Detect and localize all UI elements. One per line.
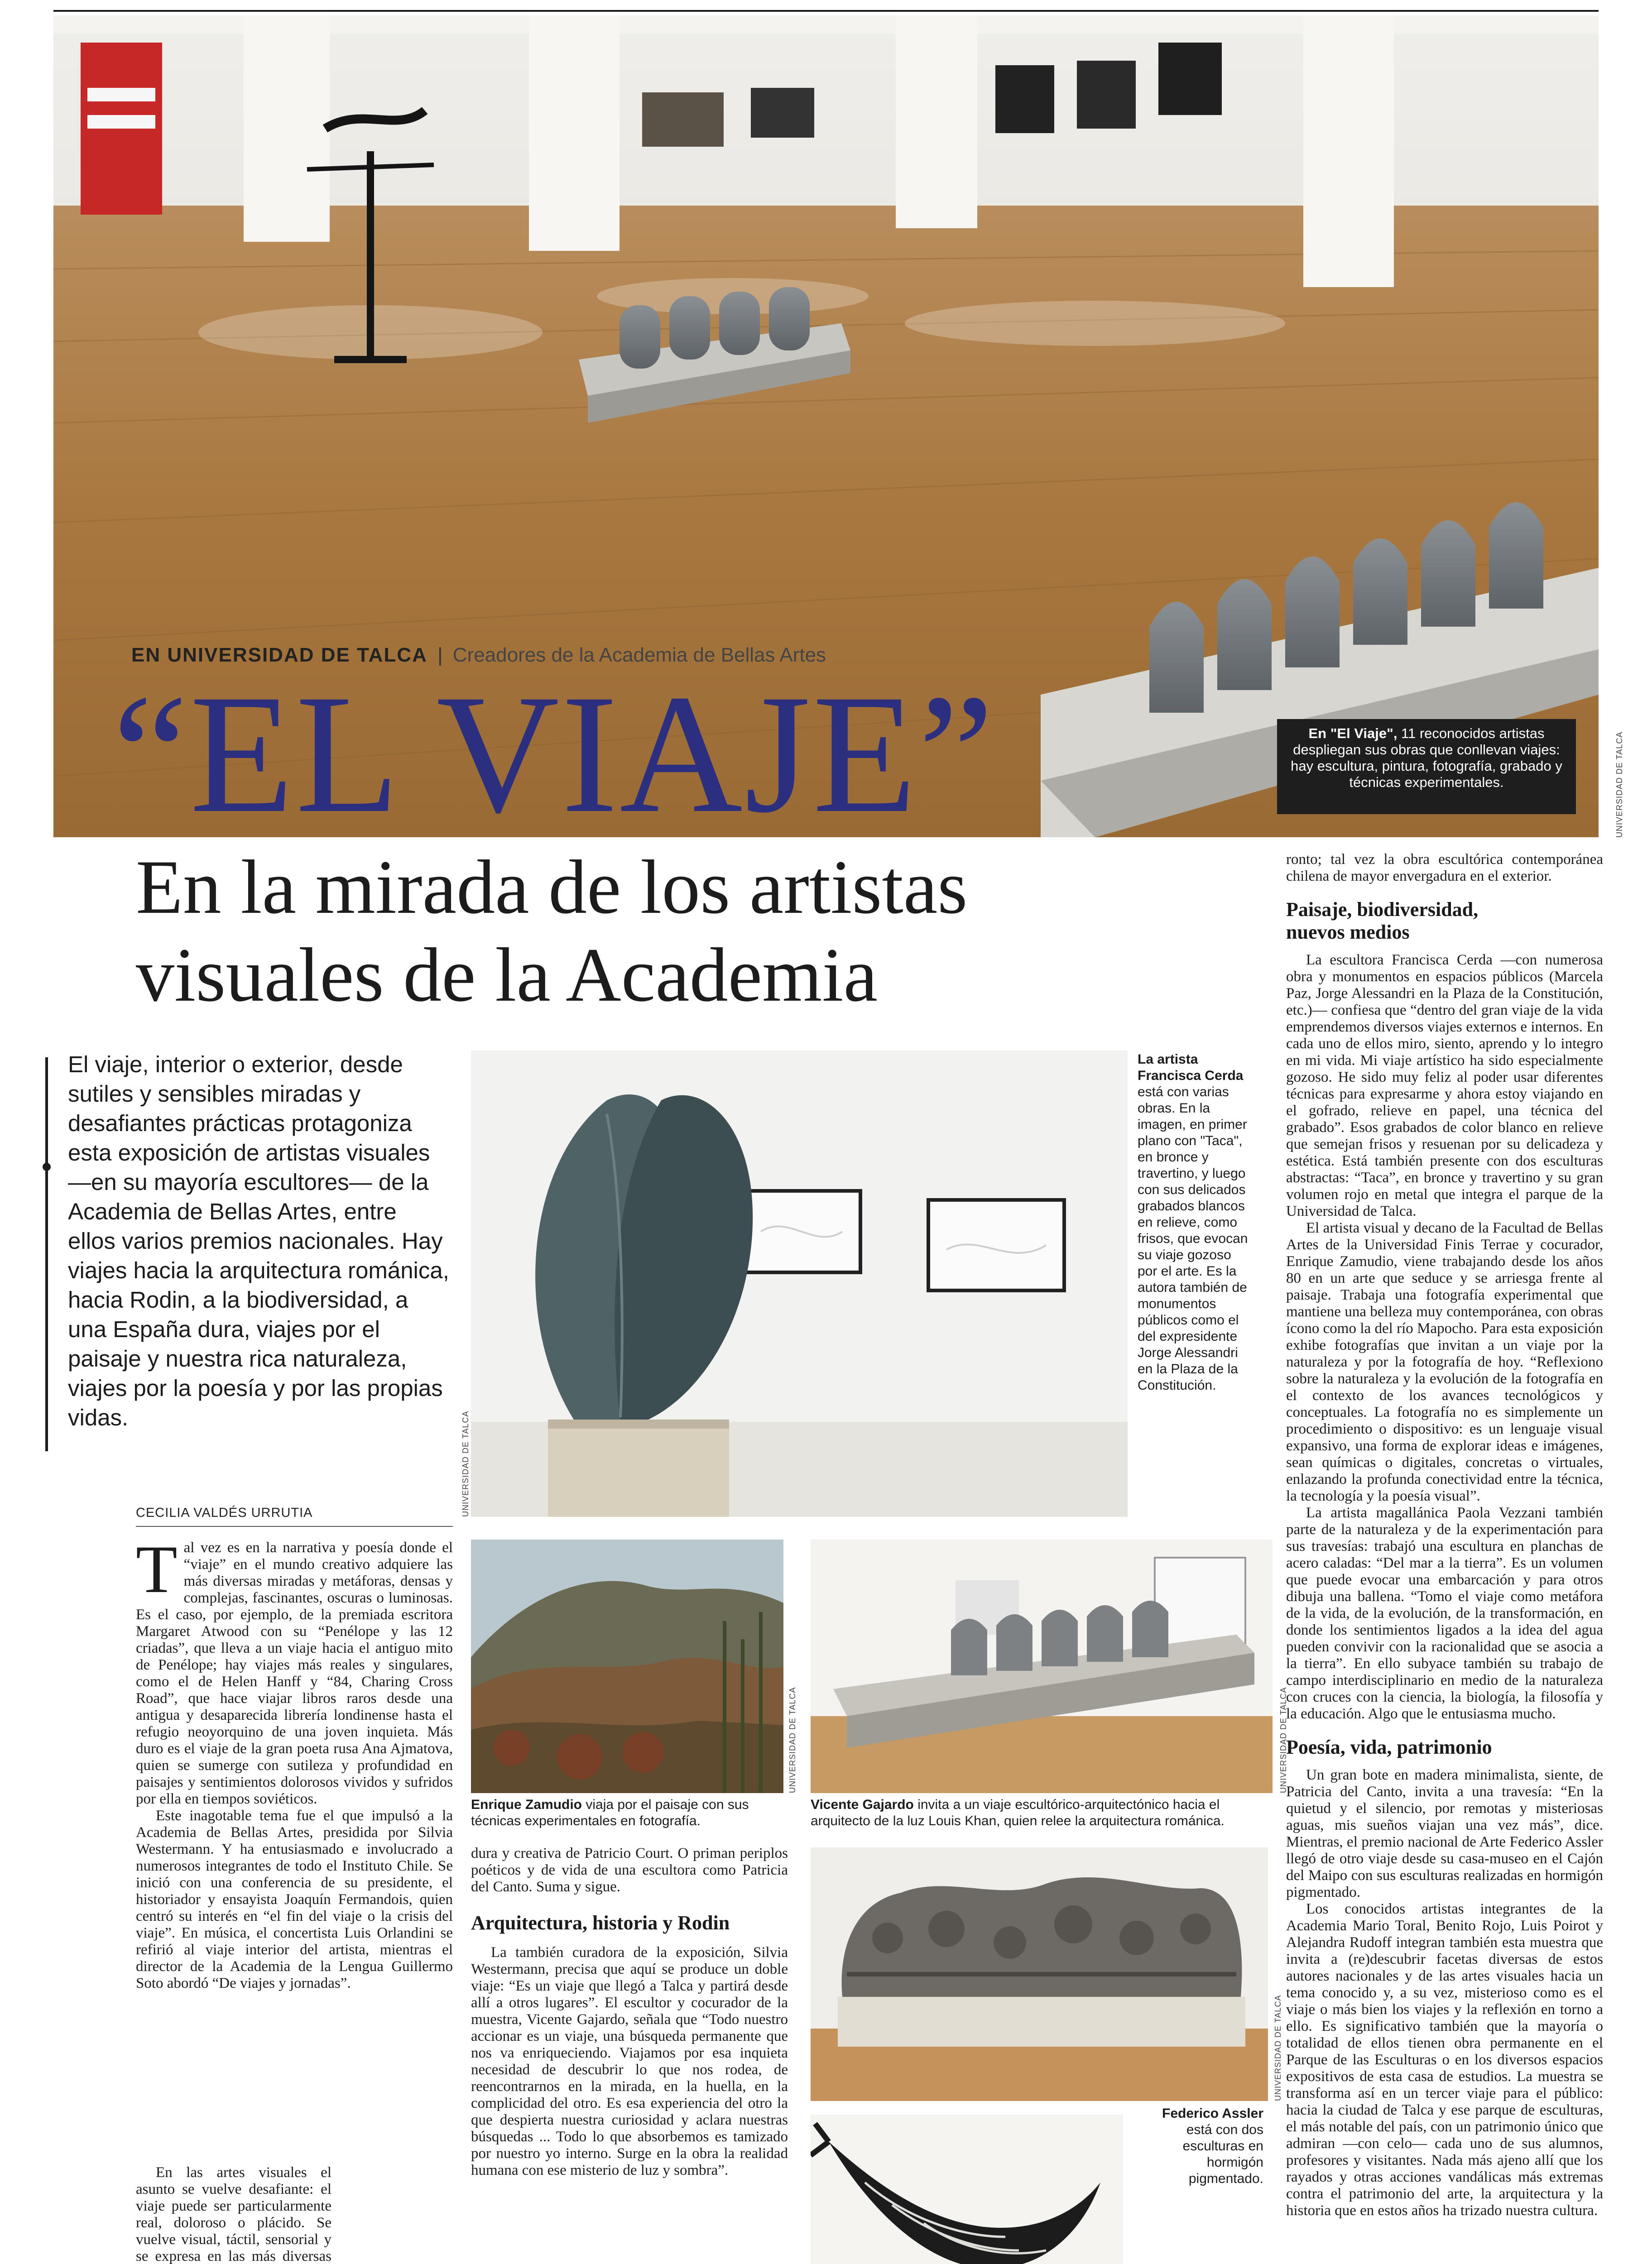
column-1-wrap xyxy=(136,2164,331,2264)
col1-para-1-text: al vez es en la narrativa y poesía donde el “viaje” en el mundo creativo adquiere las más diversas miradas y metáforas, densas y complejas, fascinantes, oscuras o luminosas. Es el caso, por ejemplo, de la premiada escritora Margaret Atwood con su “Penélope y las 12 criadas”, que lleva a un viaje hacia el antiguo mito de Penélope; hay viajes más reales y singulares, como el de Helen Hanff y “84, Charing Cross Road”, que hace viajar libros raros desde una antigua y desaparecida librería londinense hasta el refugio neoyorquino de una joven inquieta. Más duro es el viaje de la gran poeta rusa Ana Ajmatova, quien se sumerge con sutileza y profundidad en paisajes y sentimientos dolorosos vividos y sufridos por ella en tiempos soviéticos. xyxy=(136,1540,453,1807)
top-photo-caption-text: 11 reconocidos artistas despliegan sus obras que conllevan viajes: hay escultura, pintura, fotografía, grabado y técnicas experimentales. xyxy=(1291,725,1562,790)
col4-para-3: La artista magallánica Paola Vezzani también parte de la naturaleza y de la experimentación para sus travesías: trabajó una escultura en planchas de acero caladas: “Del mar a la tierra”. Es un volumen que puede evocar una embarcación y para otros dibuja una ballena. “Tomo el viaje como metáfora de la vida, de la evolución, de la transformación, en donde los sentimientos ligados a la idea del agua pueden convivir con la racionalidad que se asocia a la tierra”. En ello subyace también su trabajo de campo interdisciplinario en medio de la naturaleza con cruces con la ciencia, la biología, la filosofía y la educación. Algo que le entusiasma mucho. xyxy=(1286,1505,1603,1722)
col4-subhead-1-line-1: Paisaje, biodiversidad, xyxy=(1286,898,1479,921)
col1-para-3: En las artes visuales el asunto se vuelve desafiante: el viaje puede ser particularmente real, doloroso o plácido. Se vuelve visual, táctil, sensorial y se expresa en las más diversas xyxy=(136,2164,331,2264)
column-4 xyxy=(1286,851,1603,2219)
photo-zamudio xyxy=(471,1540,783,1793)
lead-bullet xyxy=(43,1163,51,1171)
photo-zamudio-caption-text: viaja por el paisaje con sus técnicas experimentales en fotografía. xyxy=(471,1797,749,1828)
photo-zamudio-image xyxy=(471,1540,783,1793)
photo-assler-caption-bold: Federico Assler xyxy=(1162,2106,1263,2121)
photo-assler-caption-text: está con dos esculturas en hormigón pigmentado. xyxy=(1182,2122,1263,2186)
column-2 xyxy=(471,1845,788,2179)
photo-cerda-caption xyxy=(1138,1051,1251,1394)
top-rule xyxy=(53,10,1599,12)
col4-subhead-1 xyxy=(1286,898,1603,944)
section-divider: | xyxy=(437,644,443,666)
photo-assler-credit: UNIVERSIDAD DE TALCA xyxy=(1273,1995,1282,2101)
top-photo-caption xyxy=(1277,719,1576,814)
section-tag: EN UNIVERSIDAD DE TALCA xyxy=(131,644,427,666)
photo-zamudio-caption-bold: Enrique Zamudio xyxy=(471,1797,582,1812)
col4-para-1: La escultora Francisca Cerda —con numerosa obra y monumentos en espacios públicos (Marcela Paz, Jorge Alessandri en la Plaza de la Constitución, etc.)— confiesa que “dentro del gran viaje de la vida emprendemos diversos viajes externos e internos. En cada uno de ellos miro, siento, aprendo y lo integro en mi vida. Mi viaje artístico ha sido especialmente gozoso. He sido muy feliz al poder usar diferentes técnicas para expresarme y ahora estoy viajando en el gofrado, relieve en papel, una técnica del grabado”. Esos grabados de color blanco en relieve que semejan frisos y resuenan por su delicadeza y estética. Está también presente con dos esculturas abstractas: “Taca”, en bronce y travertino y su gran volumen rojo en metal que integra el parque de la Universidad de Talca. xyxy=(1286,952,1603,1219)
dropcap: T xyxy=(136,1532,178,1607)
photo-gajardo-image xyxy=(811,1540,1273,1793)
col4-para-4: Un gran bote en madera minimalista, siente, de Patricia del Canto, invita a una travesía: “En la quietud y el silencio, por remotas y misteriosas aguas, mis sueños viajan una vez más”, dice. Mientras, el premio nacional de Arte Federico Assler llegó de otro viaje desde su casa-museo en el Cajón del Maipo con sus esculturas realizadas en hormigón pigmentado. xyxy=(1286,1767,1603,1900)
page-subtitle-line-1: En la mirada de los artistas xyxy=(136,844,968,930)
col2-subhead: Arquitectura, historia y Rodin xyxy=(471,1912,730,1934)
byline: CECILIA VALDÉS URRUTIA xyxy=(136,1506,313,1520)
top-photo-caption-bold: En "El Viaje", xyxy=(1308,725,1397,741)
col4-subhead-1-line-2: nuevos medios xyxy=(1286,921,1410,943)
photo-cerda xyxy=(471,1050,1128,1517)
photo-gajardo-caption xyxy=(811,1797,1277,1829)
col4-subhead-2: Poesía, vida, patrimonio xyxy=(1286,1736,1492,1758)
col1-para-2: Este inagotable tema fue el que impulsó a la Academia de Bellas Artes, presidida por Silvia Westermann. Y ha entusiasmado e involucrado a numerosos integrantes de todo el Instituto Chile. Se inició con una conferencia de su presidente, el historiador y ensayista Joaquín Fermandois, quien centró su interés en “el fin del viaje o la crisis del viaje”. En música, el concertista Luis Orlandini se refirió al viaje interior del artista, mientras el director de la Academia de la Lengua Guillermo Soto abordó “De viajes y jornadas”. xyxy=(136,1808,453,1991)
column-1 xyxy=(136,1532,453,1992)
photo-vezzani xyxy=(811,2115,1123,2264)
col1-para-1 xyxy=(136,1532,453,1808)
section-subtag: Creadores de la Academia de Bellas Artes xyxy=(452,644,826,666)
photo-assler xyxy=(811,1847,1268,2101)
col4-para-2: El artista visual y decano de la Facultad de Bellas Artes de la Universidad Finis Terrae y cocurador, Enrique Zamudio, viene trabajando desde los años 80 en un arte que seduce y se arriesga frente al paisaje. Trabaja una fotografía experimental que mantiene una belleza muy contemporánea, con obras ícono como la del río Mapocho. Para esta exposición exhibe fotografías que invitan a un viaje por la naturaleza y por la fotografía de hoy. “Reflexiono sobre la naturaleza y la evolución de la fotografía en el contexto de los avances tecnológicos y conceptuales. La fotografía no es simplemente un procedimiento o dispositivo: es un lenguaje visual expansivo, una forma de explorar ideas e imágenes, sean químicas o digitales, concretas o virtuales, enlazando la profunda conectividad entre la técnica, la tecnología y la poesía visual”. xyxy=(1286,1220,1603,1504)
photo-gajardo xyxy=(811,1540,1273,1793)
col4-para-5: Los conocidos artistas integrantes de la Academia Mario Toral, Benito Rojo, Luis Poirot y Alejandra Rudoff integran también esta muestra que invita a (re)descubrir facetas diversas de estos autores nacionales y de las artes visuales hacia un tema conocido y, a su vez, misterioso como es el viaje o más bien los viajes y la reflexión en torno a ello. Es significativo también que la mayoría o totalidad de ellos tienen obra permanente en el Parque de las Esculturas o en los diversos espacios expositivos de esta casa de estudios. La muestra se transforma así en un tercer viaje para el público: hacia la ciudad de Talca y ese parque de esculturas, el más notable del país, con un patrimonio único que admiran —con celo— cada uno de sus alumnos, profesores y visitantes. Nada más ajeno allí que los rayados y otras acciones vandálicas más extremas contra el patrimonio del arte, la arquitectura y la historia que en estos años ha trizado nuestra cultura. xyxy=(1286,1901,1603,2219)
page-subtitle-line-2: visuales de la Academia xyxy=(136,932,878,1017)
photo-cerda-credit: UNIVERSIDAD DE TALCA xyxy=(461,1410,470,1517)
photo-assler-caption xyxy=(1137,2106,1263,2187)
photo-assler-image xyxy=(811,1847,1268,2101)
top-photo-credit: UNIVERSIDAD DE TALCA xyxy=(1615,731,1624,838)
page-title: “EL VIAJE” xyxy=(112,660,996,848)
photo-cerda-image xyxy=(471,1050,1128,1517)
photo-zamudio-caption xyxy=(471,1797,788,1829)
photo-gajardo-credit: UNIVERSIDAD DE TALCA xyxy=(1279,1687,1288,1793)
byline-rule xyxy=(136,1526,453,1527)
photo-cerda-caption-text: está con varias obras. En la imagen, en primer plano con "Taca", en bronce y travertino, y luego con sus delicados grabados blancos en relieve, como frisos, que evocan su viaje gozoso por el arte. Es la autora también de monumentos públicos como el del expresidente Jorge Alessandri en la Plaza de la Constitución. xyxy=(1138,1084,1248,1393)
col2-para-0: dura y creativa de Patricio Court. O priman periplos poéticos y de vida de una escultora como Patricia del Canto. Suma y sigue. xyxy=(471,1845,788,1895)
lead-bracket xyxy=(45,1057,48,1451)
page-subtitle xyxy=(136,843,967,1019)
photo-gajardo-caption-text: invita a un viaje escultórico-arquitectónico hacia el arquitecto de la luz Louis Khan, quien relee la arquitectura románica. xyxy=(811,1797,1225,1828)
lead-paragraph: El viaje, interior o exterior, desde sutiles y sensibles miradas y desafiantes prácticas protagoniza esta exposición de artistas visuales —en su mayoría escultores— de la Academia de Bellas Artes, entre ellos varios premios nacionales. Hay viajes hacia la arquitectura románica, hacia Rodin, a la biodiversidad, a una España dura, viajes por el paisaje y nuestra rica naturaleza, viajes por la poesía y por las propias vidas. xyxy=(68,1051,449,1430)
photo-gajardo-caption-bold: Vicente Gajardo xyxy=(811,1797,914,1812)
col4-para-0: ronto; tal vez la obra escultórica contemporánea chilena de mayor envergadura en el exterior. xyxy=(1286,851,1603,884)
photo-cerda-caption-bold: La artista Francisca Cerda xyxy=(1138,1052,1244,1083)
photo-vezzani-image xyxy=(811,2115,1123,2264)
col2-para-1: La también curadora de la exposición, Silvia Westermann, precisa que aquí se produce un doble viaje: “Es un viaje que llegó a Talca y partirá desde allí a otros lugares”. El escultor y cocurador de la muestra, Vicente Gajardo, señala que “Todo nuestro accionar es un viaje, una búsqueda permanente que nos va enriqueciendo. Viajamos por esa inquieta necesidad de descubrir lo que nos rodea, de reencontrarnos en la mirada, en la huella, en la complicidad del otro. Es esa experiencia del otro la que despierta nuestra curiosidad y aclara nuestras búsquedas ... Todo lo que absorbemos es tamizado por nuestro yo interno. Surge en la obra la realidad humana con ese misterio de luz y sombra”. xyxy=(471,1944,788,2178)
photo-zamudio-credit: UNIVERSIDAD DE TALCA xyxy=(788,1687,797,1793)
